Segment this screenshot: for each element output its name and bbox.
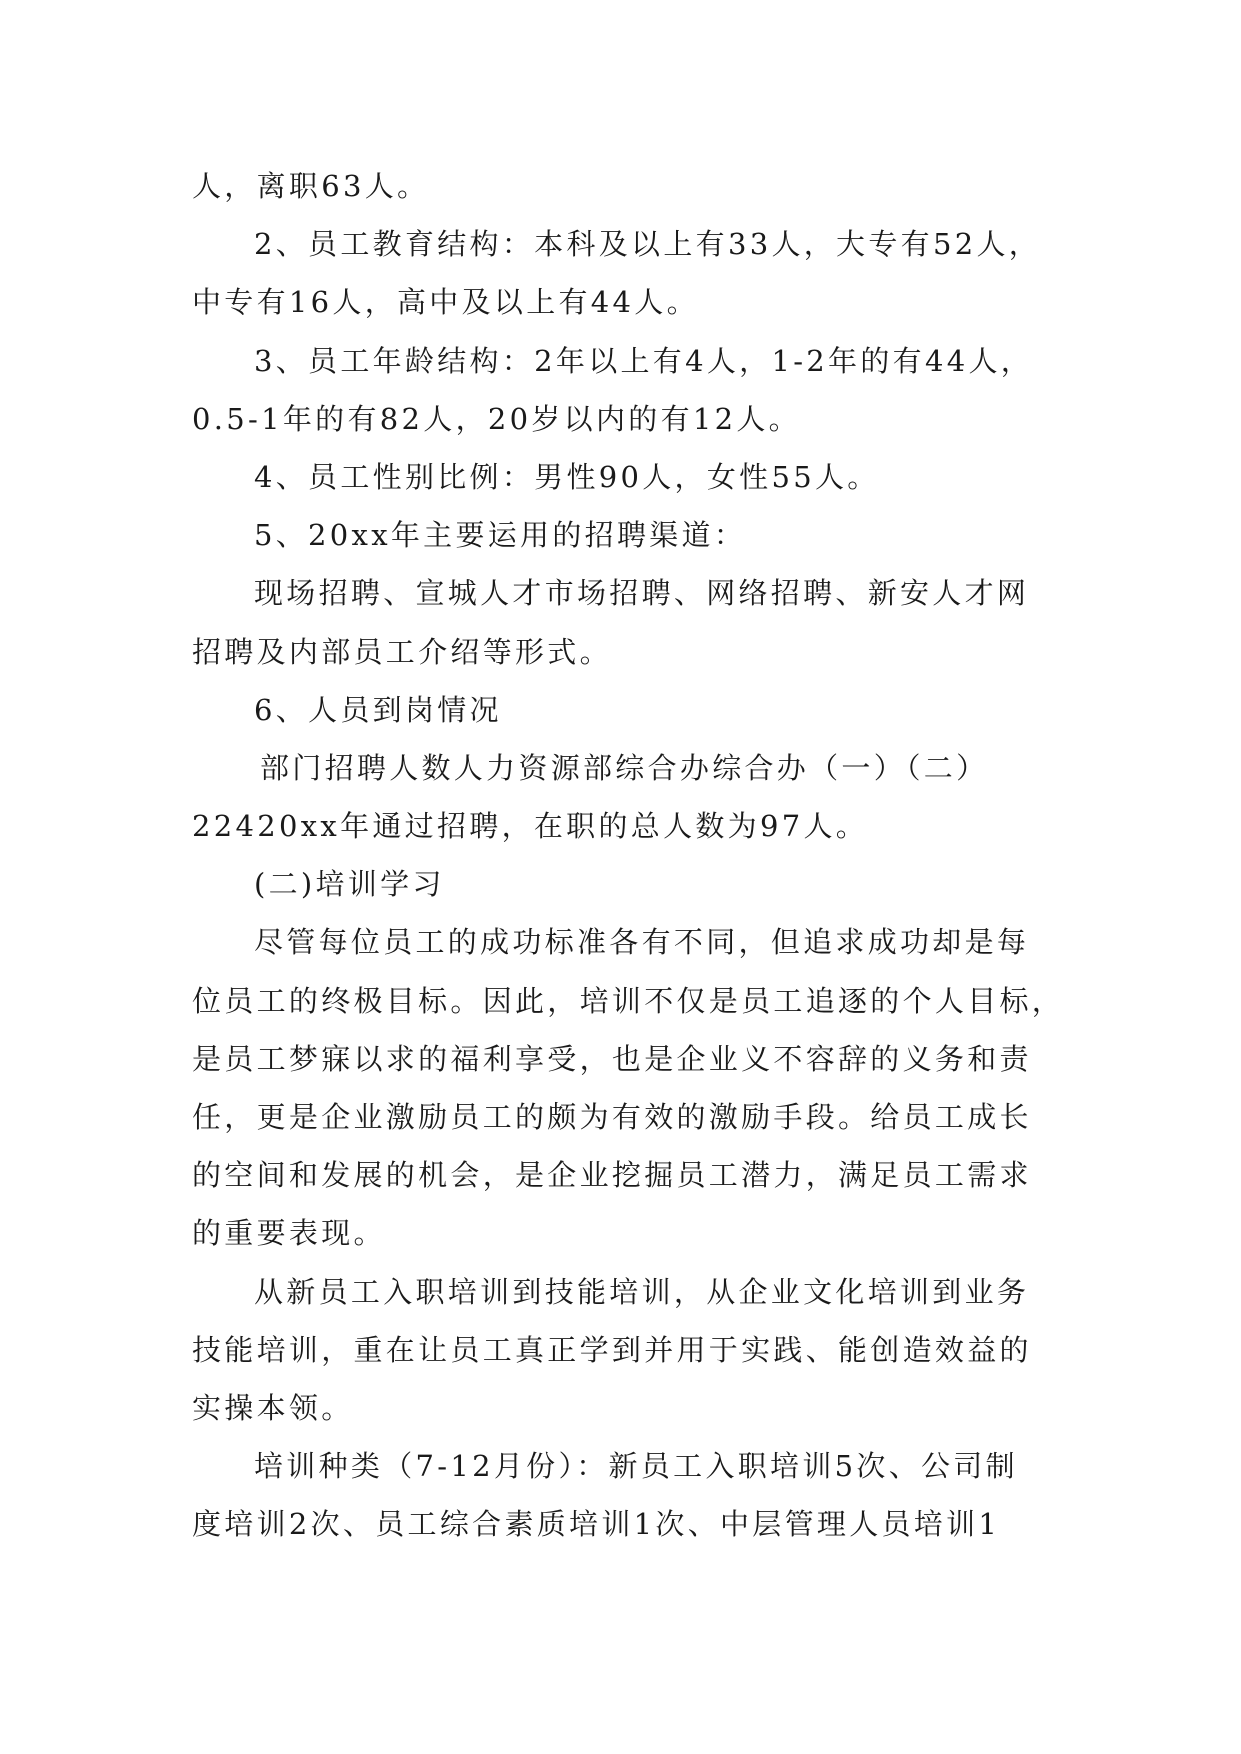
text-line: 5、20xx年主要运用的招聘渠道：	[254, 518, 747, 553]
text-line: 技能培训，重在让员工真正学到并用于实践、能创造效益的	[192, 1332, 1032, 1367]
text-line: 中专有16人，高中及以上有44人。	[192, 285, 699, 320]
text-line: 招聘及内部员工介绍等形式。	[192, 634, 612, 669]
text-line: 的空间和发展的机会，是企业挖掘员工潜力，满足员工需求	[192, 1158, 1032, 1193]
text-line: 位员工的终极目标。因此，培训不仅是员工追逐的个人目标，	[192, 983, 1065, 1018]
text-line: 的重要表现。	[192, 1216, 386, 1251]
text-line: 人，离职63人。	[192, 169, 430, 203]
text-line: 尽管每位员工的成功标准各有不同，但追求成功却是每	[254, 925, 1030, 960]
text-line: 0.5-1年的有82人，20岁以内的有12人。	[192, 401, 801, 436]
text-line: 度培训2次、员工综合素质培训1次、中层管理人员培训1	[192, 1507, 1001, 1542]
text-line: 部门招聘人数人力资源部综合办综合办（一）（二）	[260, 750, 989, 785]
text-line: 6、人员到岗情况	[254, 692, 502, 727]
text-line: 是员工梦寐以求的福利享受，也是企业义不容辞的义务和责	[192, 1041, 1032, 1076]
text-line: 4、员工性别比例：男性90人，女性55人。	[254, 459, 880, 494]
text-line: 现场招聘、宣城人才市场招聘、网络招聘、新安人才网	[254, 576, 1030, 611]
text-line: 2、员工教育结构：本科及以上有33人，大专有52人，	[254, 227, 1042, 262]
text-line: 任，更是企业激励员工的颇为有效的激励手段。给员工成长	[192, 1100, 1032, 1134]
section-heading: (二)培训学习	[254, 867, 445, 902]
text-line: 3、员工年龄结构：2年以上有4人，1-2年的有44人，	[254, 343, 1034, 378]
text-line: 培训种类（7-12月份）：新员工入职培训5次、公司制	[254, 1449, 1018, 1484]
text-line: 实操本领。	[192, 1390, 354, 1425]
text-line: 从新员工入职培训到技能培训，从企业文化培训到业务	[254, 1274, 1030, 1309]
document-body	[192, 157, 1065, 1554]
text-line: 22420xx年通过招聘，在职的总人数为97人。	[192, 809, 869, 844]
